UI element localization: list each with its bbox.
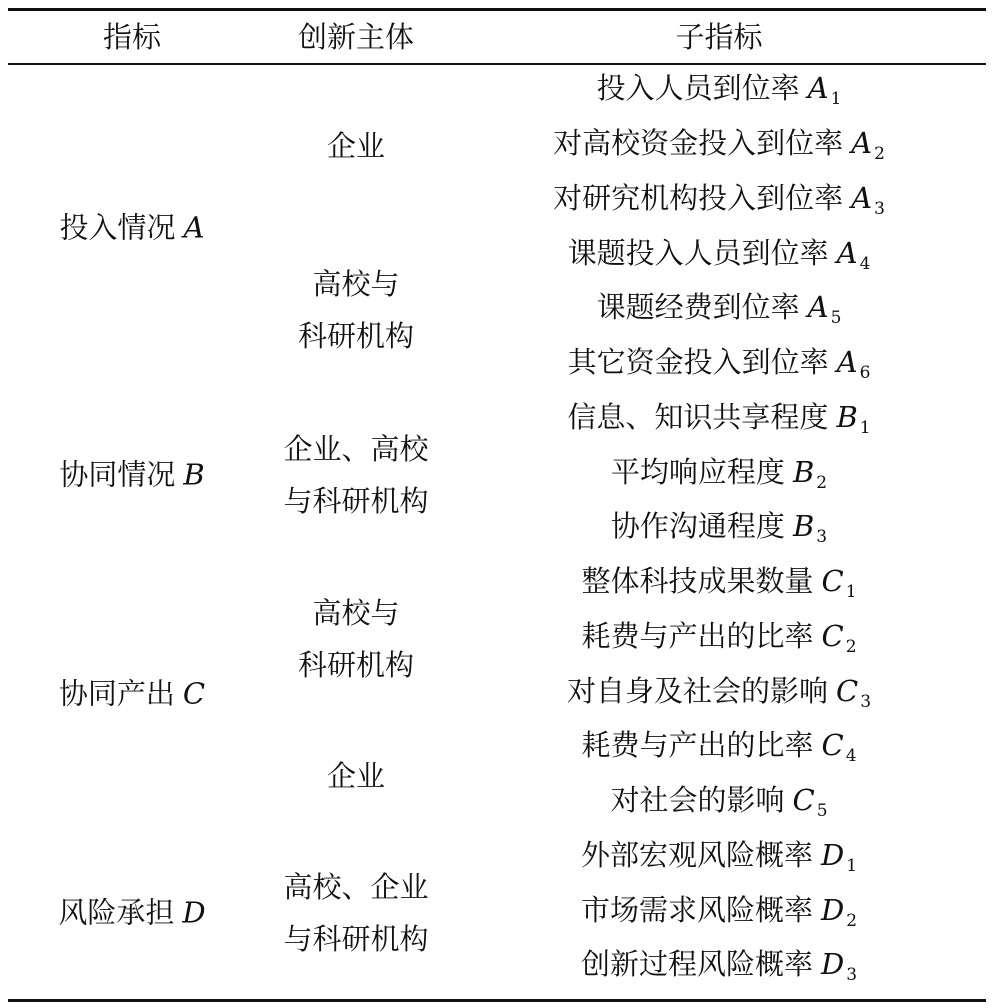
subindicator-symbol: A	[807, 290, 829, 325]
subindicator-index: 1	[859, 417, 871, 438]
indicator-cell	[59, 210, 205, 245]
subindicator-index: 2	[816, 472, 828, 493]
subindicator-text: 对研究机构投入到位率	[553, 180, 844, 215]
subject-line: 与科研机构	[283, 483, 429, 518]
indicator-symbol: B	[183, 457, 205, 492]
subject-line: 高校、企业	[283, 869, 429, 904]
indicator-name: 投入情况	[59, 210, 176, 245]
subindicator-text: 创新过程风险概率	[580, 947, 813, 982]
subindicator-text: 对社会的影响	[610, 783, 785, 818]
subindicator-symbol: A	[836, 345, 858, 380]
subindicator-cell	[553, 126, 885, 165]
subindicator-index: 4	[845, 746, 857, 767]
subindicator-cell	[580, 892, 858, 931]
indicator-symbol: D	[182, 895, 206, 930]
subindicator-cell	[596, 71, 842, 110]
subindicator-symbol: B	[792, 454, 815, 489]
subindicator-index: 3	[846, 965, 858, 986]
table-top-rule	[8, 8, 986, 11]
subindicator-index: 3	[860, 691, 872, 712]
subindicator-cell	[610, 783, 828, 822]
subindicator-index: 2	[845, 636, 857, 657]
subindicator-cell	[581, 728, 857, 767]
subindicator-text: 协作沟通程度	[610, 509, 785, 544]
subindicator-index: 1	[830, 89, 842, 110]
subindicator-symbol: C	[835, 673, 859, 708]
subindicator-cell	[580, 947, 858, 986]
subindicator-cell	[581, 564, 857, 603]
subindicator-cell	[553, 180, 885, 219]
subindicator-index: 2	[874, 144, 885, 165]
indicator-cell	[59, 457, 205, 492]
subindicator-index: 3	[816, 527, 828, 548]
subindicator-index: 4	[859, 253, 871, 274]
subindicator-symbol: A	[851, 180, 873, 215]
subject-line: 科研机构	[297, 647, 415, 682]
subject-cell	[298, 587, 414, 691]
subindicator-cell	[596, 290, 842, 329]
subindicator-index: 6	[859, 363, 871, 384]
subject-line: 高校与	[312, 595, 400, 630]
subindicator-symbol: C	[821, 564, 844, 599]
subindicator-text: 外部宏观风险概率	[580, 837, 813, 872]
subindicator-text: 其它资金投入到位率	[567, 345, 829, 380]
indicator-name: 风险承担	[58, 895, 175, 930]
subject-line: 与科研机构	[283, 921, 429, 956]
subindicator-symbol: B	[836, 399, 858, 434]
subindicator-cell	[581, 618, 857, 657]
subindicator-cell	[610, 509, 828, 548]
subindicator-symbol: D	[820, 837, 845, 872]
indicator-name: 协同情况	[59, 457, 176, 492]
subindicator-index: 5	[830, 308, 842, 329]
subject-cell	[327, 120, 385, 172]
subindicator-text: 对高校资金投入到位率	[553, 126, 844, 161]
subject-line: 企业	[326, 758, 386, 793]
indicator-name: 协同产出	[58, 676, 175, 711]
indicator-symbol: C	[182, 676, 206, 711]
indicator-symbol: A	[183, 210, 205, 245]
header-subindicator: 子指标	[675, 20, 763, 54]
subindicator-index: 5	[816, 801, 828, 822]
subindicator-text: 课题经费到位率	[596, 290, 800, 325]
indicator-cell	[58, 676, 206, 711]
subject-line: 企业、高校	[283, 431, 429, 466]
subindicator-symbol: C	[821, 618, 844, 653]
subindicator-symbol: B	[792, 509, 815, 544]
subject-line: 科研机构	[297, 319, 415, 354]
header-indicator: 指标	[102, 20, 162, 54]
subject-line: 高校与	[312, 267, 400, 302]
subindicator-index: 1	[846, 855, 858, 876]
subindicator-text: 对自身及社会的影响	[566, 673, 828, 708]
subindicator-symbol: C	[821, 728, 844, 763]
subindicator-text: 课题投入人员到位率	[567, 235, 829, 270]
subindicator-symbol: A	[807, 71, 829, 106]
table-bottom-rule	[8, 999, 986, 1002]
subindicator-text: 耗费与产出的比率	[581, 728, 814, 763]
subject-cell	[298, 258, 414, 362]
subindicator-index: 1	[845, 582, 857, 603]
subindicator-cell	[566, 673, 872, 712]
subindicator-text: 平均响应程度	[610, 454, 785, 489]
subject-line: 企业	[326, 129, 386, 164]
header-subject: 创新主体	[297, 20, 415, 54]
subindicator-text: 耗费与产出的比率	[581, 618, 814, 653]
subindicator-symbol: D	[820, 947, 845, 982]
subindicator-index: 2	[846, 910, 858, 931]
subindicator-text: 投入人员到位率	[596, 71, 800, 106]
table-header-rule	[8, 63, 986, 65]
subindicator-cell	[567, 399, 871, 438]
subindicator-cell	[567, 345, 871, 384]
subject-cell	[283, 861, 428, 965]
subject-cell	[283, 423, 428, 527]
subindicator-cell	[580, 837, 858, 876]
subindicator-index: 3	[874, 198, 885, 219]
subindicator-text: 市场需求风险概率	[580, 892, 813, 927]
subindicator-symbol: A	[836, 235, 858, 270]
subindicator-text: 信息、知识共享程度	[567, 399, 829, 434]
subindicator-cell	[610, 454, 828, 493]
subindicator-text: 整体科技成果数量	[581, 564, 814, 599]
subindicator-cell	[567, 235, 871, 274]
indicator-cell	[58, 895, 206, 930]
subindicator-symbol: A	[851, 126, 873, 161]
subindicator-symbol: C	[792, 783, 815, 818]
subject-cell	[327, 750, 385, 802]
subindicator-symbol: D	[820, 892, 845, 927]
